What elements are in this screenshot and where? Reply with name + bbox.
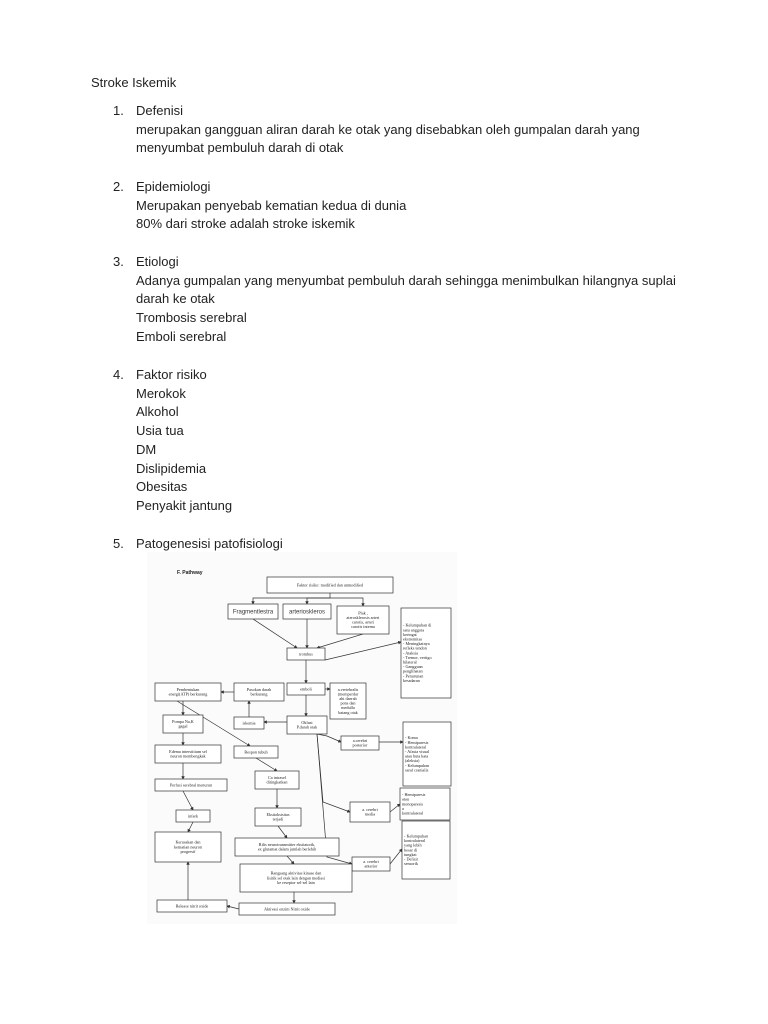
section-heading: Faktor risiko <box>136 367 207 382</box>
pathway-node-plak <box>337 606 389 634</box>
pathway-node-text: a.vertebralis <box>337 686 359 692</box>
pathway-node-text: Release nitrit oxide <box>175 903 209 909</box>
pathway-node-text: kontralateral <box>405 744 427 750</box>
pathway-node-text: neuron membengkak <box>170 753 206 759</box>
pathway-node-text: Eksitoksisitas <box>266 811 290 817</box>
document-title: Stroke Iskemik <box>91 75 177 90</box>
pathway-arrow <box>317 734 341 742</box>
pathway-arrow <box>227 906 239 909</box>
pathway-node-text: lisitik sel otak lain dengan mediasi <box>266 875 326 881</box>
pathway-node-text: Oklusi <box>301 719 313 725</box>
pathway-node-text: (aleksia) <box>405 758 420 764</box>
pathway-node-text: kematian neuron <box>173 844 203 850</box>
pathway-node-text: arterioskleros <box>288 609 326 616</box>
section-number: 1. <box>113 103 124 118</box>
pathway-node-text: satu anggota <box>403 627 425 633</box>
section-etiologi <box>113 253 676 347</box>
section-faktor-risiko <box>113 366 673 516</box>
pathway-node-release-nitrit <box>157 900 227 912</box>
pathway-node-text: refleks tendon <box>403 645 427 651</box>
pathway-node-text: Edema interstitium sel <box>169 748 207 754</box>
pathway-node-text: pons dan <box>340 700 356 706</box>
pathway-node-text: saraf cranialis <box>405 767 429 773</box>
pathway-arrow <box>253 593 330 604</box>
pathway-arrow <box>317 634 363 648</box>
pathway-arrow <box>307 598 330 604</box>
pathway-node-text: Plak , <box>358 610 368 616</box>
pathway-node-aktivasi <box>239 903 335 915</box>
pathway-node-text: Respon tubuh <box>244 749 268 755</box>
pathway-node-text: - Tremor, vertigo <box>403 654 432 660</box>
pathway-node-text: - Hemiparesis <box>405 739 429 745</box>
section-line: 80% dari stroke adalah stroke iskemik <box>136 216 355 232</box>
pathway-node-text: ahi daerah <box>339 695 357 701</box>
section-definisi <box>113 102 673 158</box>
pathway-node-text: trombus <box>299 651 313 657</box>
pathway-node-text: a. cerebri <box>362 806 378 812</box>
pathway-node-text: progresif <box>180 848 196 854</box>
pathway-title: F. Pathway <box>177 570 203 576</box>
pathway-node-text: terjadi <box>272 816 284 822</box>
pathway-node-text: kontralateral <box>404 838 426 844</box>
section-epidemiologi <box>113 178 673 234</box>
pathway-node-text: - Kelumpuhan di <box>403 622 432 628</box>
pathway-node-respon-tubuh <box>234 746 278 758</box>
section-heading: Etiologi <box>136 254 179 269</box>
pathway-node-iskemia <box>234 717 264 729</box>
pathway-arrow <box>253 619 297 648</box>
pathway-node-arteriosklerosis <box>283 604 331 619</box>
pathway-node-text: - Meningkatnya <box>403 641 430 647</box>
pathway-node-text: besar di <box>404 847 418 853</box>
pathway-node-text: iskemia <box>242 720 256 726</box>
pathway-arrow <box>278 826 287 838</box>
section-line: Emboli serebral <box>136 328 227 344</box>
pathway-node-text: P.darah otak <box>296 724 318 730</box>
pathway-node-oklusi <box>287 716 327 734</box>
pathway-node-text: bilateral <box>403 659 417 665</box>
pathway-node-text: atau <box>402 796 409 802</box>
pathway-node-text: Pompa Na,K <box>172 718 194 724</box>
pathway-arrow <box>183 791 193 810</box>
pathway-node-a-cerebri-posterior <box>341 736 379 750</box>
pathway-node-text: - Defisit <box>404 856 418 862</box>
pathway-diagram <box>147 552 457 924</box>
pathway-node-text: sensorik <box>404 861 418 867</box>
pathway-node-text: Rilis neurotransmitter eksitatorik, <box>258 841 316 847</box>
section-line: Adanya gumpalan yang menyumbat pembuluh darah sehingga menimbulkan hilangnya suplai <box>136 272 676 288</box>
pathway-node-text: monoparesis <box>402 801 424 807</box>
pathway-node-text: a <box>402 805 404 811</box>
pathway-node-text: - Kelumpuhan <box>404 833 429 839</box>
section-line: DM <box>136 441 157 457</box>
pathway-node-infark <box>176 810 210 822</box>
pathway-node-perfusi <box>155 779 227 791</box>
pathway-node-text: tungkai <box>404 851 417 857</box>
pathway-node-text: infark <box>188 813 198 819</box>
pathway-node-text: - Koma <box>405 735 418 741</box>
pathway-node-ca-intrasel <box>255 771 299 789</box>
section-number: 4. <box>113 367 124 382</box>
pathway-node-text: ex glutamat dalam jumlah berlebih <box>257 846 317 852</box>
section-number: 5. <box>113 536 124 551</box>
pathway-node-text: - Afasia visual <box>405 748 430 754</box>
pathway-node-text: media <box>364 811 376 817</box>
section-heading: Defenisi <box>136 103 183 118</box>
pathway-node-trombus <box>287 648 325 660</box>
pathway-node-text: ekstremitas <box>403 636 423 642</box>
pathway-node-text: Fragmentlestra <box>232 609 274 616</box>
pathway-node-text: emboli <box>300 686 312 692</box>
pathway-node-text: carotis, arteri <box>351 619 375 625</box>
pathway-node-pompa <box>163 715 203 733</box>
pathway-node-a-vertebralis <box>330 683 366 719</box>
section-line: merupakan gangguan aliran darah ke otak yang disebabkan oleh gumpalan darah yang <box>136 121 640 137</box>
pathway-node-rangsang <box>240 864 352 892</box>
pathway-node-text: atau buta kata <box>405 753 429 759</box>
pathway-node-text: (memperdar <box>337 691 359 697</box>
pathway-node-text: kontralateral <box>402 810 424 816</box>
pathway-node-text: energi(ATP) berkurang <box>168 691 208 697</box>
pathway-node-emboli <box>287 683 325 695</box>
pathway-node-text: - Kelumpuhan <box>405 762 430 768</box>
pathway-node-pembentukan-energi <box>155 683 221 701</box>
pathway-node-text: medulla <box>341 705 355 711</box>
pathway-arrow <box>287 856 294 864</box>
pathway-node-text: keringat <box>403 631 417 637</box>
pathway-node-text: ke reseptor sel-sel lain <box>277 879 315 885</box>
pathway-node-text: posterior <box>352 742 368 748</box>
pathway-node-text: - Penurunan <box>403 673 424 679</box>
pathway-node-text: anterior <box>364 863 378 869</box>
pathway-node-text: yang lebih <box>404 842 422 848</box>
section-heading: Epidemiologi <box>136 179 211 194</box>
section-number: 3. <box>113 254 124 269</box>
pathway-node-faktor-risiko <box>267 577 393 593</box>
pathway-node-eksitotoksisitas <box>255 808 301 826</box>
section-line: Obesitas <box>136 479 188 495</box>
pathway-node-text: berkurang <box>250 691 268 697</box>
section-line: Penyakit jantung <box>136 497 233 513</box>
pathway-node-text: Aktivasi enzim Nitrit oxide <box>264 906 310 912</box>
pathway-node-text: ditingkatkan <box>266 779 288 785</box>
pathway-arrow <box>256 758 277 771</box>
section-line: Merokok <box>136 385 186 401</box>
pathway-node-text: Rangsang aktivitas kinase dan <box>270 870 322 876</box>
pathway-node-text: Faktor risiko: modified dan unmodified <box>296 582 364 588</box>
pathway-node-text: penglihatan <box>403 668 423 674</box>
section-patogenesis <box>113 535 673 554</box>
pathway-node-pasokan-darah <box>234 683 284 701</box>
pathway-node-a-cerebri-anterior <box>352 857 390 871</box>
pathway-node-text: Pembentukan <box>176 686 200 692</box>
pathway-node-text: a. cerebri <box>363 858 379 864</box>
pathway-node-text: - Hemiparesis <box>402 792 426 798</box>
pathway-node-fragmentasi <box>228 604 278 619</box>
pathway-arrow <box>390 849 402 864</box>
section-line: Usia tua <box>136 423 184 439</box>
section-heading: Patogenesisi patofisiologi <box>136 536 283 551</box>
section-line: menyumbat pembuluh darah di otak <box>136 140 344 156</box>
section-line: Merupakan penyebab kematian kedua di dunia <box>136 197 407 213</box>
pathway-node-text: - Gangguan <box>403 664 423 670</box>
pathway-node-gejala-2 <box>403 722 451 786</box>
pathway-node-text: batang otak <box>338 709 358 715</box>
pathway-node-gejala-3 <box>400 788 450 820</box>
pathway-figure <box>147 552 457 924</box>
pathway-node-text: Pasokan darah <box>246 686 272 692</box>
section-line: Dislipidemia <box>136 460 207 476</box>
pathway-node-edema <box>155 745 221 763</box>
section-line: Alkohol <box>136 404 179 420</box>
pathway-node-text: - Ataksia <box>403 650 419 656</box>
pathway-arrow <box>330 598 363 606</box>
pathway-node-text: a.cerebri <box>352 737 368 743</box>
section-line: Trombosis serebral <box>136 310 247 326</box>
pathway-node-text: kesadaran <box>403 677 420 683</box>
pathway-node-kelumpuhan <box>402 821 450 879</box>
pathway-node-text: gagal <box>178 723 188 729</box>
pathway-node-rilis-neuro <box>235 838 339 856</box>
pathway-arrow <box>325 642 401 660</box>
pathway-arrow <box>188 822 193 832</box>
pathway-node-text: Kerusakan dan <box>175 839 201 845</box>
pathway-node-gejala-1 <box>401 608 451 698</box>
pathway-node-text: Perfusi serebral menurun <box>169 782 213 788</box>
pathway-arrow <box>390 804 400 812</box>
pathway-node-text: Ca intrasel <box>267 774 287 780</box>
pathway-node-text: carotis interna <box>351 624 375 630</box>
pathway-node-a-cerebri-media <box>350 802 390 822</box>
pathway-node-kerusakan <box>155 832 221 862</box>
section-number: 2. <box>113 179 124 194</box>
section-line: darah ke otak <box>136 291 215 307</box>
pathway-node-text: aterosklerosis arteri <box>346 614 380 620</box>
